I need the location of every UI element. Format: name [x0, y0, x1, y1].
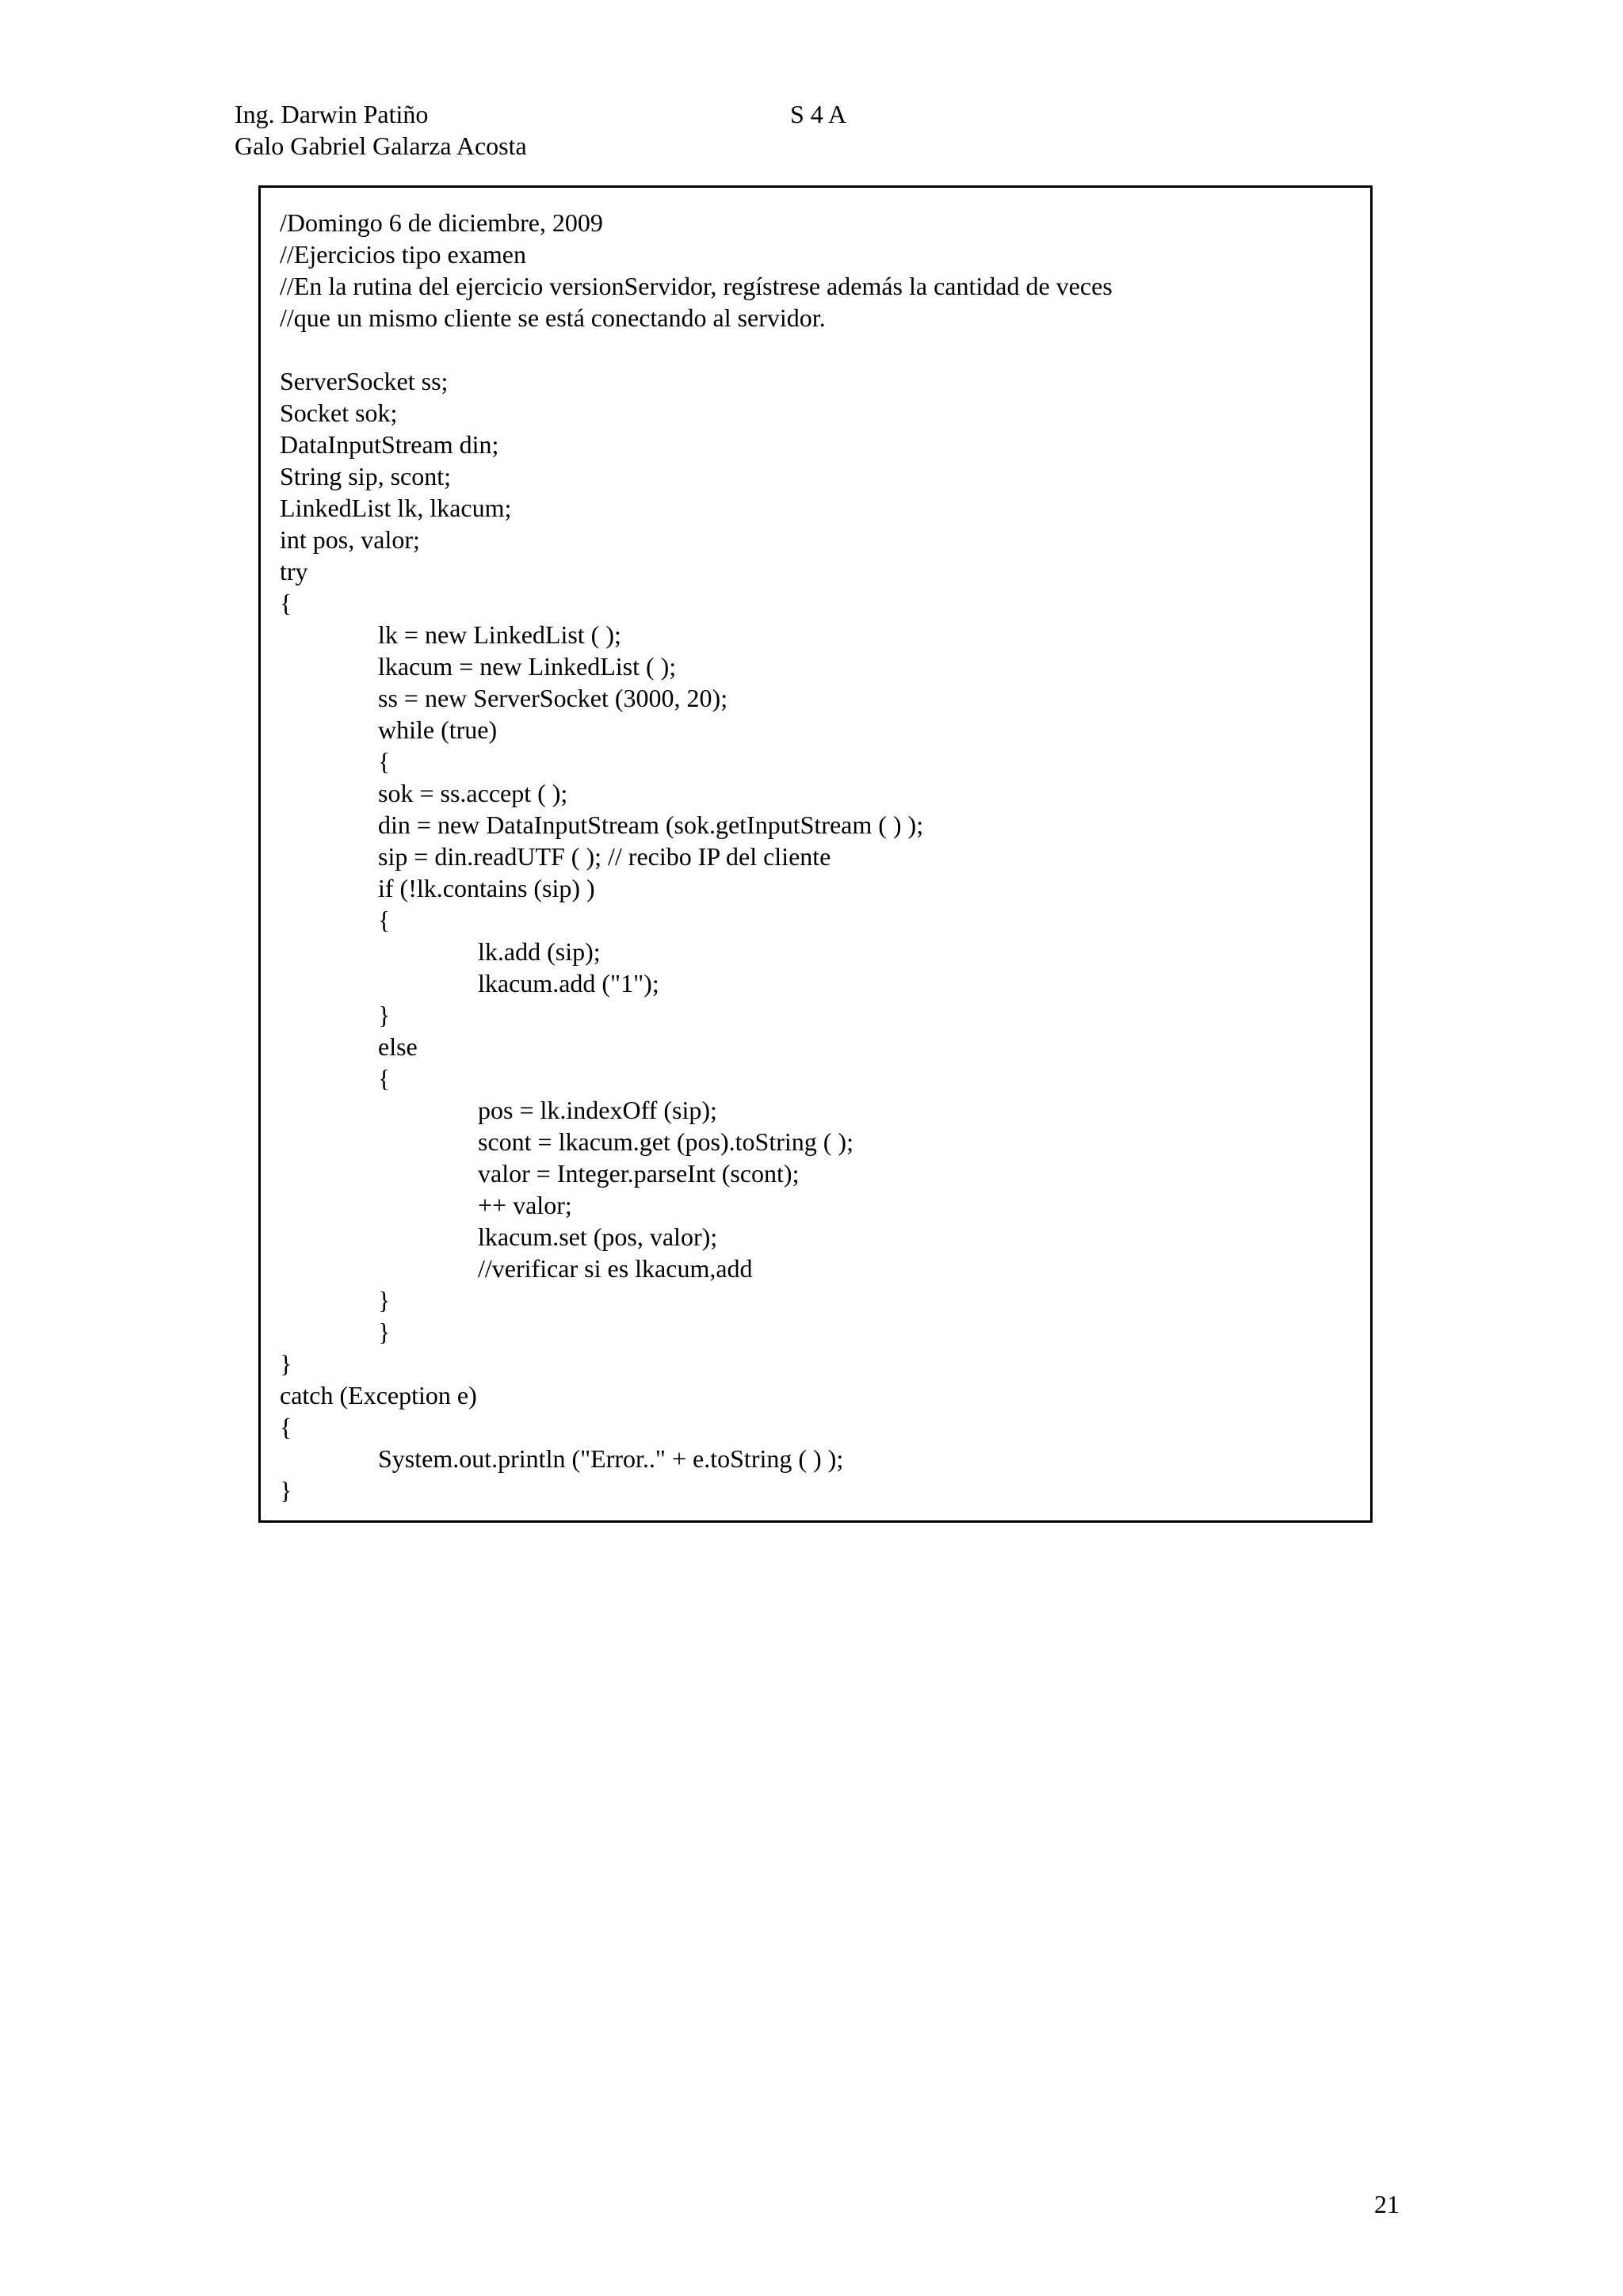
code-line-text: {	[280, 589, 292, 617]
code-line-text: pos = lk.indexOff (sip);	[478, 1096, 717, 1124]
code-line-text: if (!lk.contains (sip) )	[378, 874, 595, 902]
code-line-text: try	[280, 557, 308, 585]
code-line-text: {	[280, 1413, 292, 1441]
code-line-text: int pos, valor;	[280, 525, 420, 554]
code-line	[261, 1253, 1370, 1284]
code-line	[261, 1126, 1370, 1158]
code-line	[261, 1443, 1370, 1474]
code-line-text: while (true)	[378, 715, 498, 744]
code-line-text: lkacum.set (pos, valor);	[478, 1222, 718, 1251]
code-line-text: String sip, scont;	[280, 462, 452, 490]
code-line	[261, 1348, 1370, 1379]
code-line-text: catch (Exception e)	[280, 1381, 477, 1409]
code-line-text: lk = new LinkedList ( );	[378, 620, 621, 649]
code-line-text: lkacum = new LinkedList ( );	[378, 652, 677, 681]
code-line	[261, 1189, 1370, 1221]
code-line	[261, 524, 1370, 555]
code-line-text: //verificar si es lkacum,add	[478, 1254, 753, 1283]
code-line-text: DataInputStream din;	[280, 430, 499, 459]
code-line-text: {	[378, 906, 391, 934]
code-line	[261, 1158, 1370, 1189]
code-line-text: //En la rutina del ejercicio versionServidor, regístrese además la cantidad de veces	[280, 272, 1113, 300]
code-line	[261, 238, 1370, 270]
code-line	[261, 904, 1370, 936]
header-author-student: Galo Gabriel Galarza Acosta	[235, 132, 527, 160]
code-line	[261, 872, 1370, 904]
code-line-text: {	[378, 747, 391, 776]
code-line-text: }	[378, 1318, 391, 1346]
code-line-text: valor = Integer.parseInt (scont);	[478, 1159, 800, 1188]
code-line	[261, 1411, 1370, 1443]
code-line-text: ServerSocket ss;	[280, 367, 449, 395]
code-line	[261, 365, 1370, 397]
code-line-text: }	[378, 1286, 391, 1314]
code-line-text: ss = new ServerSocket (3000, 20);	[378, 684, 728, 712]
code-line	[261, 302, 1370, 334]
code-line	[261, 746, 1370, 777]
code-line	[261, 809, 1370, 841]
code-line	[261, 714, 1370, 746]
code-line-text: ++ valor;	[478, 1191, 572, 1219]
code-line-text: else	[378, 1032, 418, 1061]
code-line	[261, 555, 1370, 587]
code-line-text: lkacum.add ("1");	[478, 969, 659, 997]
code-line-text: }	[378, 1001, 391, 1029]
code-line	[261, 1474, 1370, 1506]
code-line	[261, 1316, 1370, 1348]
code-line-text: /Domingo 6 de diciembre, 2009	[280, 208, 603, 237]
code-line-text: {	[378, 1064, 391, 1093]
code-line-text: sok = ss.accept ( );	[378, 779, 568, 807]
code-line-text: //Ejercicios tipo examen	[280, 240, 526, 269]
code-line	[261, 1031, 1370, 1062]
code-line-text: Socket sok;	[280, 399, 398, 427]
code-line	[261, 460, 1370, 492]
code-line	[261, 207, 1370, 238]
code-line-text: //que un mismo cliente se está conectando al servidor.	[280, 303, 826, 332]
header-author-instructor: Ing. Darwin Patiño	[235, 100, 429, 128]
code-listing	[261, 207, 1370, 1506]
code-line	[261, 936, 1370, 967]
code-line-text: }	[280, 1349, 292, 1378]
code-line	[261, 1284, 1370, 1316]
code-line-text: LinkedList lk, lkacum;	[280, 494, 512, 522]
code-line	[261, 334, 1370, 365]
code-line	[261, 1062, 1370, 1094]
code-line	[261, 397, 1370, 429]
header-course-code: S 4 A	[790, 100, 847, 128]
page-number: 21	[1374, 2190, 1400, 2218]
code-line	[261, 777, 1370, 809]
code-line	[261, 619, 1370, 650]
code-line	[261, 967, 1370, 999]
code-line-text: }	[280, 1476, 292, 1505]
code-listing-box	[258, 185, 1373, 1523]
code-line-text: lk.add (sip);	[478, 937, 601, 966]
code-line	[261, 841, 1370, 872]
code-line	[261, 270, 1370, 302]
code-line	[261, 587, 1370, 619]
code-line	[261, 1094, 1370, 1126]
code-line	[261, 999, 1370, 1031]
code-line	[261, 1379, 1370, 1411]
code-line	[261, 1221, 1370, 1253]
code-line-text: System.out.println ("Error.." + e.toString ( ) );	[378, 1444, 844, 1473]
code-line	[261, 429, 1370, 460]
code-line	[261, 682, 1370, 714]
code-line	[261, 492, 1370, 524]
code-line-text: scont = lkacum.get (pos).toString ( );	[478, 1127, 854, 1156]
code-line-text: din = new DataInputStream (sok.getInputStream ( ) );	[378, 810, 924, 839]
code-line	[261, 650, 1370, 682]
code-line-text: sip = din.readUTF ( ); // recibo IP del cliente	[378, 842, 831, 871]
